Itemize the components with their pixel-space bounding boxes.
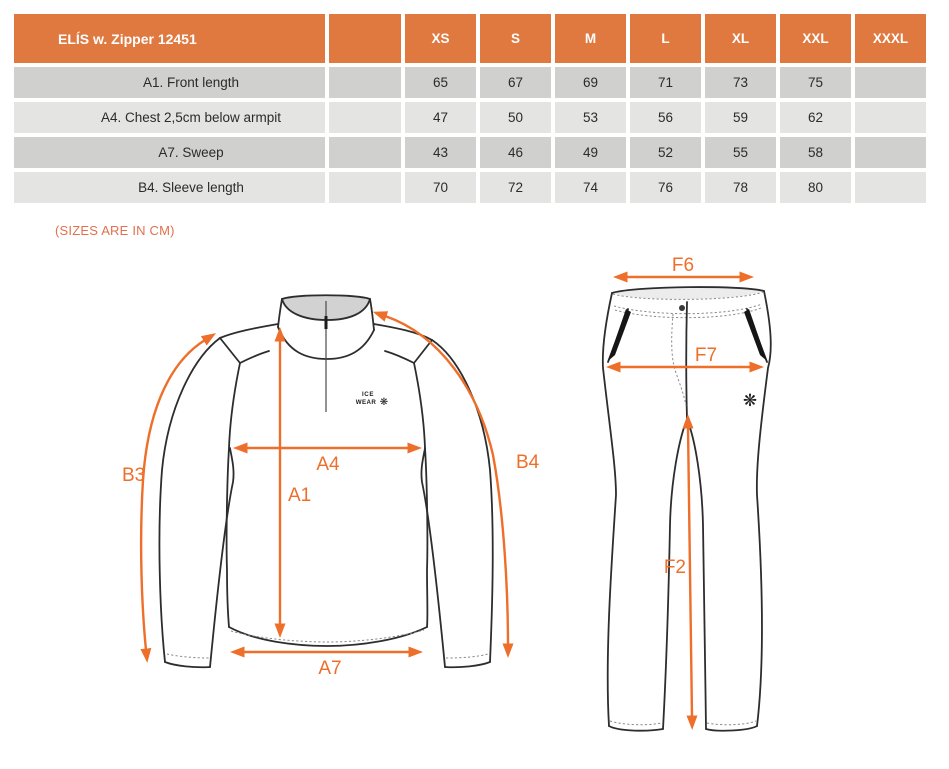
logo-snowflake-icon: ❋ xyxy=(379,397,389,408)
value-cell xyxy=(855,67,926,98)
value-cell: 71 xyxy=(630,67,701,98)
waistband-stitch-1 xyxy=(614,304,762,314)
hem-stitch xyxy=(231,630,424,642)
value-cell: 58 xyxy=(780,137,851,168)
value-cell: 78 xyxy=(705,172,776,203)
measurement-label: A7. Sweep xyxy=(14,137,325,168)
table-row xyxy=(14,137,926,168)
size-header-s: S xyxy=(480,14,551,63)
value-cell: 47 xyxy=(405,102,476,133)
table-row xyxy=(14,172,926,203)
size-header-xxxl: XXXL xyxy=(855,14,926,63)
value-cell xyxy=(855,172,926,203)
size-header-xs: XS xyxy=(405,14,476,63)
product-title: ELÍS w. Zipper 12451 xyxy=(14,14,325,63)
fly-line xyxy=(686,302,687,420)
pants-dimension-arrows xyxy=(619,255,751,717)
label-a7: A7 xyxy=(318,658,342,679)
value-cell xyxy=(855,137,926,168)
value-cell: 55 xyxy=(705,137,776,168)
table-header-row xyxy=(14,14,926,63)
left-pocket-trim xyxy=(608,309,631,361)
arrow-b4 xyxy=(385,316,508,645)
arrow-f2 xyxy=(688,427,692,717)
blank-header-cell xyxy=(329,14,401,63)
label-f7: F7 xyxy=(694,345,718,366)
right-sleeve xyxy=(421,340,492,667)
left-hem-stitch xyxy=(610,721,662,725)
value-cell: 43 xyxy=(405,137,476,168)
value-cell: 46 xyxy=(480,137,551,168)
right-cuff-stitch xyxy=(446,654,488,658)
icewear-logo xyxy=(356,391,388,408)
size-chart-table xyxy=(10,10,930,207)
value-cell: 75 xyxy=(780,67,851,98)
waistband-stitch-2 xyxy=(615,308,761,318)
value-cell: 52 xyxy=(630,137,701,168)
right-hem-stitch xyxy=(707,721,756,725)
measurement-label: A4. Chest 2,5cm below armpit xyxy=(14,102,325,133)
measurement-label: A1. Front length xyxy=(14,67,325,98)
pants-snowflake-icon: ❋ xyxy=(742,391,758,410)
waist-button xyxy=(679,305,685,311)
blank-cell xyxy=(329,137,401,168)
value-cell: 69 xyxy=(555,67,626,98)
size-header-l: L xyxy=(630,14,701,63)
value-cell: 73 xyxy=(705,67,776,98)
label-b4: B4 xyxy=(516,452,540,473)
sweater-body xyxy=(227,363,428,646)
size-header-xl: XL xyxy=(705,14,776,63)
left-cuff-stitch xyxy=(167,654,209,658)
measurement-label: B4. Sleeve length xyxy=(14,172,325,203)
logo-text-wear: WEAR xyxy=(355,399,377,406)
table-row xyxy=(14,102,926,133)
blank-cell xyxy=(329,67,401,98)
value-cell: 76 xyxy=(630,172,701,203)
sweater-dimension-arrows xyxy=(122,316,540,679)
label-f2: F2 xyxy=(663,557,686,578)
value-cell: 53 xyxy=(555,102,626,133)
logo-text-ice: ICE xyxy=(361,391,375,398)
value-cell: 67 xyxy=(480,67,551,98)
value-cell: 65 xyxy=(405,67,476,98)
sweater-drawing xyxy=(122,295,540,679)
value-cell: 80 xyxy=(780,172,851,203)
left-sleeve xyxy=(159,338,233,667)
blank-cell xyxy=(329,172,401,203)
sizes-in-cm-note: (SIZES ARE IN CM) xyxy=(55,223,175,238)
value-cell: 70 xyxy=(405,172,476,203)
value-cell: 62 xyxy=(780,102,851,133)
value-cell: 74 xyxy=(555,172,626,203)
size-header-m: M xyxy=(555,14,626,63)
blank-cell xyxy=(329,102,401,133)
table-row xyxy=(14,67,926,98)
garment-diagram-svg xyxy=(0,250,949,764)
value-cell: 56 xyxy=(630,102,701,133)
label-a1: A1 xyxy=(288,485,312,506)
measurement-diagrams xyxy=(0,250,949,764)
value-cell: 59 xyxy=(705,102,776,133)
value-cell xyxy=(855,102,926,133)
label-a4: A4 xyxy=(316,454,340,475)
arrow-b3 xyxy=(141,340,205,650)
value-cell: 72 xyxy=(480,172,551,203)
label-f6: F6 xyxy=(671,255,695,276)
label-b3: B3 xyxy=(122,465,146,486)
value-cell: 50 xyxy=(480,102,551,133)
pants-drawing xyxy=(603,255,771,731)
fly-stitch xyxy=(672,314,686,406)
value-cell: 49 xyxy=(555,137,626,168)
right-pocket-trim xyxy=(744,309,767,361)
size-header-xxl: XXL xyxy=(780,14,851,63)
